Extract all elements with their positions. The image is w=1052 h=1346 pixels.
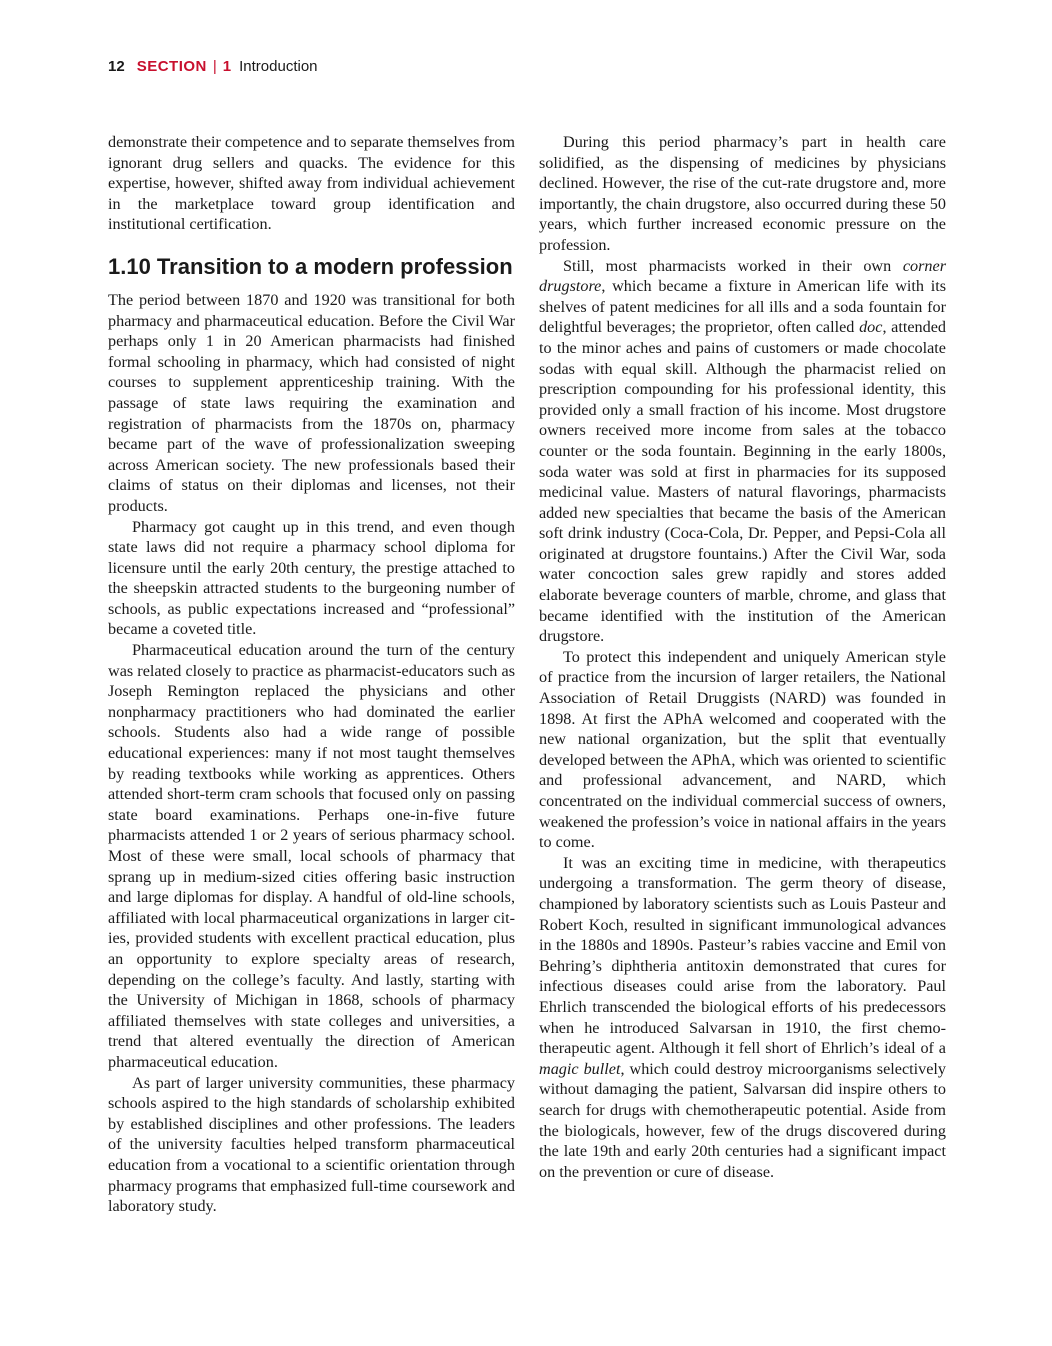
text-run: Still, most pharmacists worked in their own [563,256,903,275]
italic-term: magic bullet [539,1059,621,1078]
text-run: , attended to the minor aches and pains of customers or made chocolate sodas with equal skill. Although the pharmacist relied on prescription compounding for his professional identity, this provided only a small fraction of his income. Most drugstore owners received more income from sales at the tobacco counter or the soda fountain. Beginning in the early 1800s, soda water was sold at first in pharmacies for its supposed medicinal value. Masters of natural flavorings, pharmacists added new specialties that became the basis of the American soft drink industry (Coca-Cola, Dr. Pepper, and Pepsi-Cola all originated at drugstore fountains.) After the Civil War, soda water concoction sales grew rapidly and stores added elaborate beverage counters of marble, chrome, and glass that became identified with the institution of the American drugstore. [539,318,946,646]
paragraph: demonstrate their competence and to separate themselves from ignorant drug sellers and quacks. The evidence for this expertise, however, shifted away from individual achievement in the marketplace toward group identification and institutional certification. [108,133,515,234]
italic-term: doc [859,318,883,337]
left-column [108,132,515,1217]
section-label: SECTION [136,58,207,75]
section-number: 1 [222,58,232,75]
section-title: Introduction [239,58,318,75]
page-number: 12 [108,58,125,75]
running-head [108,57,318,77]
text-run: , which became a fixture in American life with its shelves of patent medicines for all ills and a soda fountain for delightful beverages; the proprietor, often called [539,277,946,337]
paragraph: The period between 1870 and 1920 was transitional for both pharmacy and pharmaceutical education. Before the Civil War perhaps only 1 in 20 American pharmacists had finished formal schooling in pharmacy, which had consisted of night courses to supplement apprenticeship training. With the passage of state laws requiring the examination and registration of pharmacists from the 1870s on, pharmacy became part of the wave of professionalization sweeping across American society. The new professionals based their claims of status on their diplomas and licenses, not their products. [108,290,515,515]
paragraph: To protect this independent and uniquely American style of practice from the incursion of larger retailers, the National Association of Retail Druggists (NARD) was founded in 1898. At first the APhA welcomed and cooperated with the new national organization, but the split that eventually developed between the APhA, which was oriented to scientific and professional advancement, and NARD, which concentrated on the individual commercial success of owners, weakened the profession’s voice in national affairs in the years to come. [539,647,946,852]
paragraph [539,256,946,647]
text-run: It was an exciting time in medicine, with therapeutics undergoing a transformation. The germ theory of disease, championed by laboratory scientists such as Louis Pasteur and Robert Koch, resulted in significant immunological advances in the 1880s and 1890s. Pasteur’s rabies vaccine and Emil von Behring’s diphtheria antitoxin demonstrated that cures for infectious diseases could arise from the laboratory. Paul Ehrlich transcended the biological efforts of his predecessors when he introduced Salvarsan in 1910, the first chemotherapeutic agent. Although it fell short of Ehrlich’s ideal of a [539,853,946,1058]
text-run: , which could destroy microorganisms selectively without damaging the patient, Salvarsan did inspire others to search for drugs with chemotherapeutic potential. Aside from the biologicals, however, few of the drugs discovered during the late 19th and early 20th centuries had a significant impact on the prevention or cure of disease. [539,1059,946,1181]
paragraph: During this period pharmacy’s part in health care solidified, as the dispensing of medicines by physicians declined. However, the rise of the cut-rate drugstore and, more importantly, the chain drugstore, also occurred during these 50 years, which further increased economic pressure on the profession. [539,133,946,254]
section-heading: 1.10 Transition to a modern profession [108,253,513,279]
paragraph [539,853,946,1183]
header-separator: | [212,58,217,75]
italic-term: corner drugstore [539,256,946,296]
paragraph: Pharmacy got caught up in this trend, and even though state laws did not require a pharmacy school diploma for licensure until the early 20th century, the prestige attached to the sheepskin attracted students to the burgeoning number of schools, as public expectations increased and “professional” became a coveted title. [108,517,515,639]
right-column [539,132,946,1182]
paragraph: As part of larger university communities, these pharmacy schools aspired to the high standards of scholarship exhibited by established disciplines and other professions. The leaders of the university faculties helped transform pharmaceutical education from a vocational to a scientific orientation through pharmacy programs that emphasized full-time coursework and laboratory study. [108,1073,515,1216]
paragraph: Pharmaceutical education around the turn of the century was related closely to practice as pharmacist-educators such as Joseph Remington replaced the physicians and other nonpharmacy practitioners who had dominated the earlier schools. Students also had a wide range of possible educational experiences: many if not most taught themselves by reading textbooks while working as apprentices. Others attended short-term cram schools that focused only on passing state board examinations. Perhaps one-in-five future pharmacists attended 1 or 2 years of serious pharmacy school. Most of these were small, local schools of pharmacy that sprang up in medium-sized cities offering basic instruction and large diplomas for display. A handful of old-line schools, affiliated with local pharmaceutical organizations in larger cities, provided students with excellent practical education, plus an opportunity to explore specialty areas of research, depending on the college’s faculty. And lastly, starting with the University of Michigan in 1868, schools of pharmacy affiliated themselves with state colleges and universities, a trend that altered eventually the direction of American pharmaceutical education. [108,641,515,1071]
